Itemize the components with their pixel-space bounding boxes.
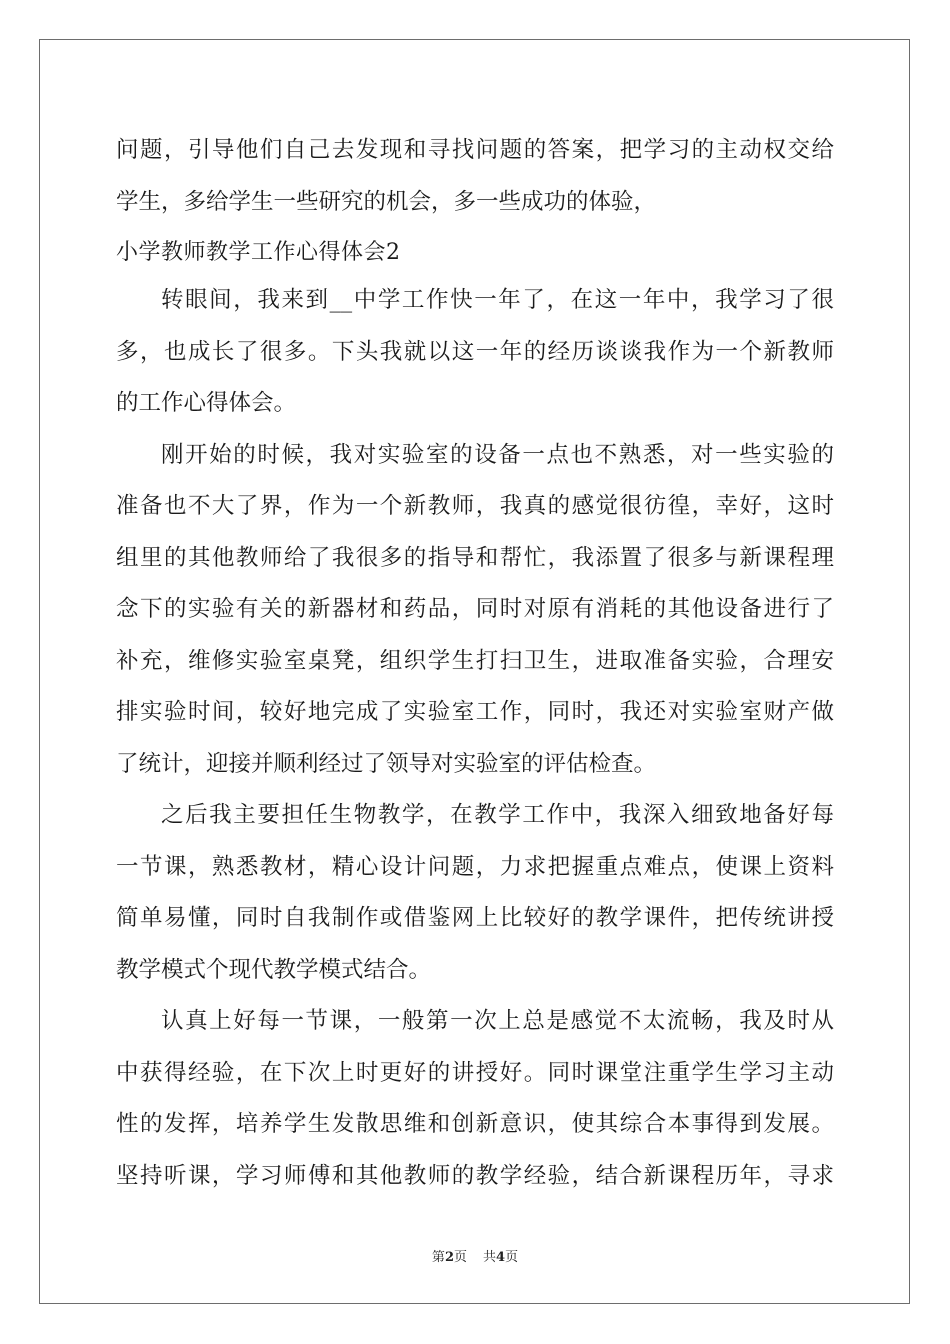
document-body bbox=[116, 128, 834, 1205]
paragraph-first-line: 认真上好每一节课，一般第一次上总是感觉不太流畅，我及时从 bbox=[161, 1008, 834, 1034]
text-line: 一节课，熟悉教材，精心设计问题，力求把握重点难点，使课上资料 bbox=[116, 853, 834, 880]
text-line: 组里的其他教师给了我很多的指导和帮忙，我添置了很多与新课程理 bbox=[116, 544, 834, 571]
page-prefix: 第 bbox=[431, 1250, 445, 1265]
text-line: 中获得经验，在下次上时更好的讲授好。同时课堂注重学生学习主动 bbox=[116, 1059, 834, 1086]
text-line: 学生，多给学生一些研究的机会，多一些成功的体验， bbox=[116, 188, 657, 215]
text-line: 坚持听课，学习师傅和其他教师的教学经验，结合新课程历年，寻求 bbox=[116, 1162, 834, 1189]
total-prefix: 共 bbox=[483, 1250, 497, 1265]
text-line: 的工作心得体会。 bbox=[116, 390, 297, 416]
text-line: 问题，引导他们自己去发现和寻找问题的答案，把学习的主动权交给 bbox=[116, 137, 834, 163]
text-line: 简单易懂，同时自我制作或借鉴网上比较好的教学课件，把传统讲授 bbox=[116, 905, 834, 931]
text-line: 排实验时间，较好地完成了实验室工作，同时，我还对实验室财产做 bbox=[116, 699, 834, 725]
text-line: 教学模式个现代教学模式结合。 bbox=[116, 956, 432, 983]
total-pages: 4 bbox=[496, 1250, 506, 1265]
total-suffix: 页 bbox=[505, 1250, 519, 1265]
text-line: 准备也不大了界，作为一个新教师，我真的感觉很彷徨，幸好，这时 bbox=[116, 493, 834, 519]
text-line: 补充，维修实验室桌凳，组织学生打扫卫生，进取准备实验，合理安 bbox=[116, 647, 834, 674]
text-line: 了统计，迎接并顺利经过了领导对实验室的评估检查。 bbox=[116, 750, 657, 777]
text-line: 念下的实验有关的新器材和药品，同时对原有消耗的其他设备进行了 bbox=[116, 596, 834, 622]
text-line: 多，也成长了很多。下头我就以这一年的经历谈谈我作为一个新教师 bbox=[116, 338, 834, 365]
paragraph-first-line: 转眼间，我来到__中学工作快一年了，在这一年中，我学习了很 bbox=[161, 287, 834, 313]
page-number: 2 bbox=[444, 1250, 454, 1265]
page-footer bbox=[0, 1246, 950, 1265]
text-line: 性的发挥，培养学生发散思维和创新意识，使其综合本事得到发展。 bbox=[116, 1111, 834, 1137]
paragraph-first-line: 之后我主要担任生物教学，在教学工作中，我深入细致地备好每 bbox=[161, 802, 834, 828]
page-suffix: 页 bbox=[453, 1250, 467, 1265]
section-heading: 小学教师教学工作心得体会2 bbox=[116, 240, 401, 265]
paragraph-first-line: 刚开始的时候，我对实验室的设备一点也不熟悉，对一些实验的 bbox=[161, 441, 834, 468]
